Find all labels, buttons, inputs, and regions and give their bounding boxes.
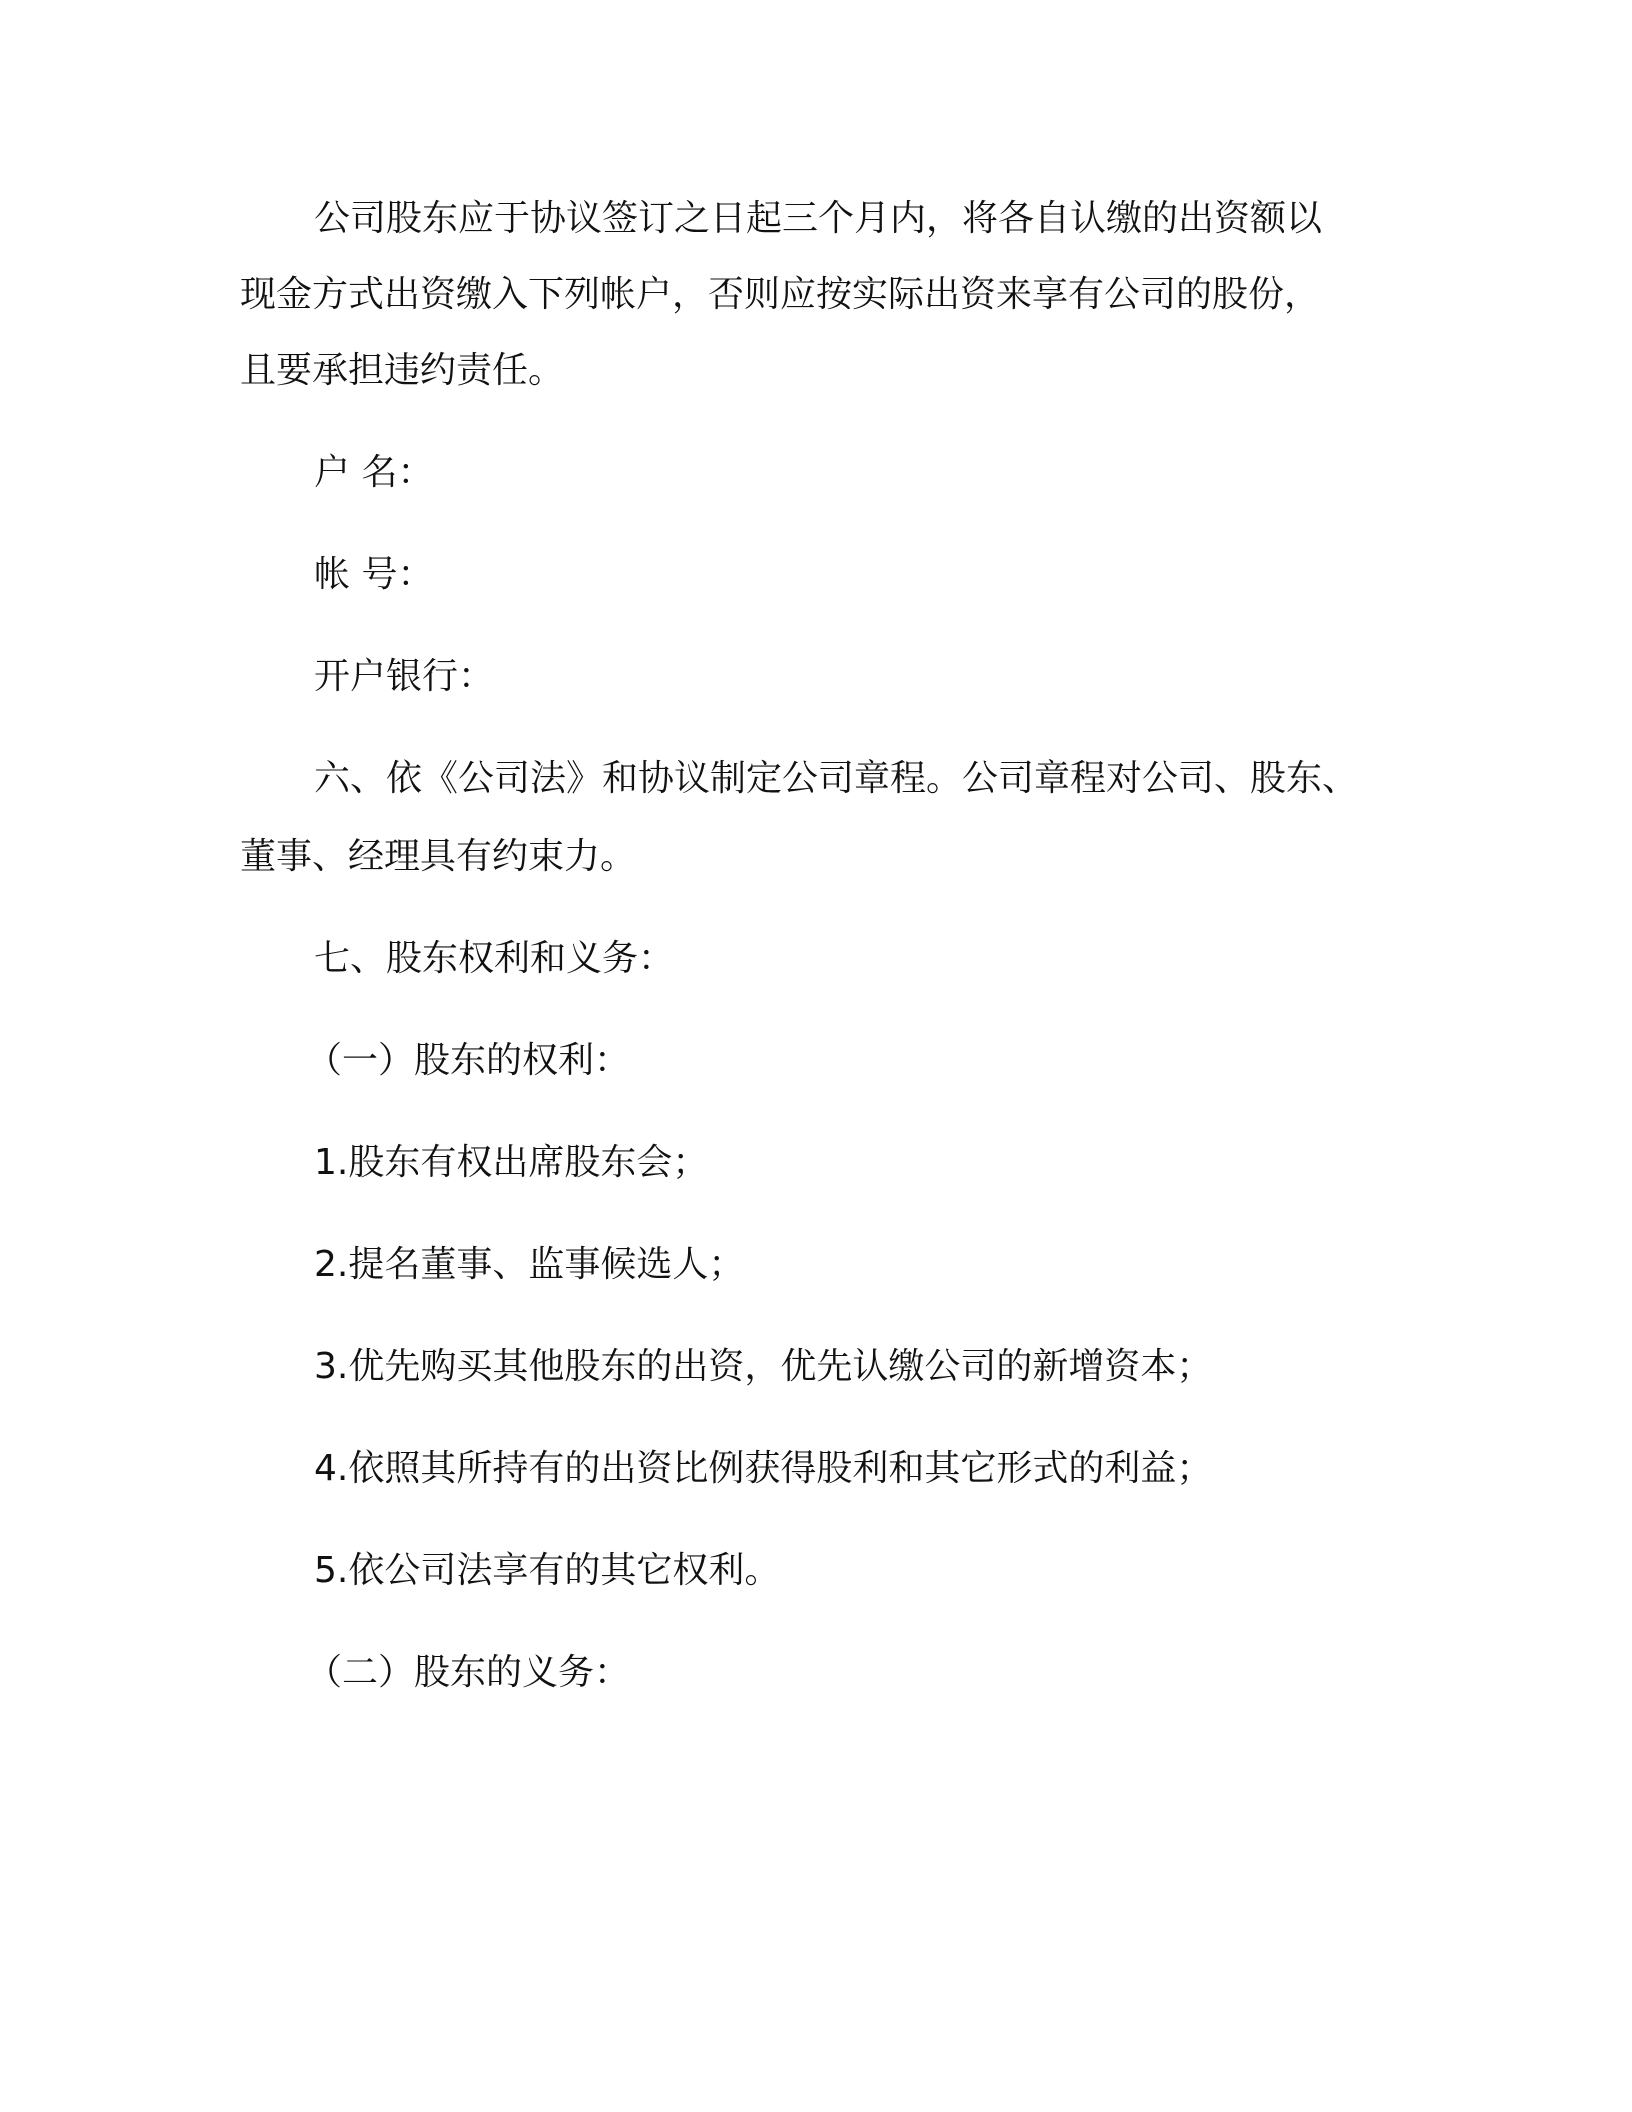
account-number-label: 帐 号： <box>314 554 434 595</box>
bank-label: 开户银行： <box>314 656 495 697</box>
paragraph-1-line-2: 现金方式出资缴入下列帐户，否则应按实际出资来享有公司的股份， <box>240 274 1321 315</box>
section-7-title: 七、股东权利和义务： <box>314 938 675 979</box>
paragraph-1-line-1: 公司股东应于协议签订之日起三个月内，将各自认缴的出资额以 <box>314 198 1323 239</box>
account-name-label: 户 名： <box>314 452 434 493</box>
section-6-line-2: 董事、经理具有约束力。 <box>240 836 637 877</box>
rights-item-5: 5.依公司法享有的其它权利。 <box>314 1550 781 1591</box>
obligations-title: （二）股东的义务： <box>306 1652 631 1693</box>
section-6-line-1: 六、依《公司法》和协议制定公司章程。公司章程对公司、股东、 <box>314 758 1359 799</box>
rights-item-1: 1.股东有权出席股东会； <box>314 1142 709 1183</box>
rights-item-3: 3.优先购买其他股东的出资，优先认缴公司的新增资本； <box>314 1346 1213 1387</box>
rights-item-2: 2.提名董事、监事候选人； <box>314 1244 745 1285</box>
rights-title: （一）股东的权利： <box>306 1040 631 1081</box>
paragraph-1-line-3: 且要承担违约责任。 <box>240 350 565 391</box>
rights-item-4: 4.依照其所持有的出资比例获得股利和其它形式的利益； <box>314 1448 1213 1489</box>
